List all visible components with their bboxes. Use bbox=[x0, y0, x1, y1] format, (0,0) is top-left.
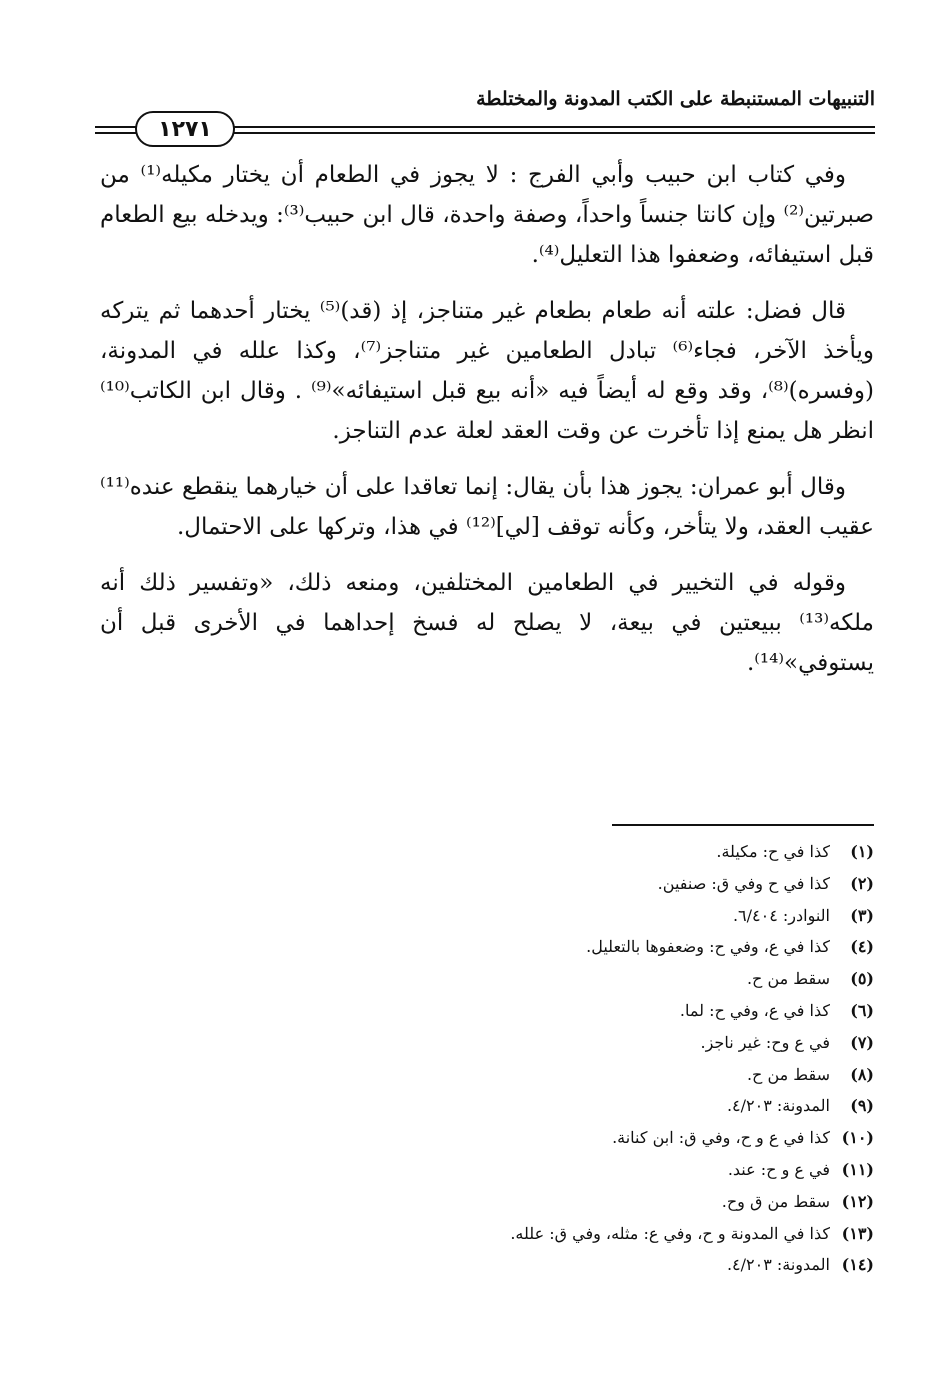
footnote-text: سقط من ح. bbox=[746, 1064, 830, 1084]
footnotes-list bbox=[300, 836, 874, 1281]
footnote-text: كذا في ح وفي ق: صنفين. bbox=[657, 873, 830, 893]
footnote bbox=[300, 963, 874, 995]
footnote-number: (١٢) bbox=[841, 1191, 874, 1211]
footnote-number: (١٠) bbox=[841, 1128, 874, 1148]
footnote bbox=[300, 1218, 874, 1250]
footnote bbox=[300, 1090, 874, 1122]
footnote-text: في ع وح: غير ناجز. bbox=[700, 1032, 830, 1052]
footnote-number: (٣) bbox=[850, 905, 874, 925]
footnote bbox=[300, 931, 874, 963]
footnote-text: المدونة: ٤/٢٠٣. bbox=[726, 1255, 830, 1275]
paragraph-2: قال فضل: علته أنه طعام بطعام غير متناجز، إذ (قد)⁽⁵⁾ يختار أحدهما ثم يتركه ويأخذ الآخر، فجاء⁽⁶⁾ تبادل الطعامين غير متناجز⁽⁷⁾، وكذا علله في المدونة، (وفسره)⁽⁸⁾، وقد وقع له أيضاً فيه «أنه بيع قبل استيفائه»⁽⁹⁾ . وقال ابن الكاتب⁽¹⁰⁾ انظر هل يمنع إذا تأخرت عن وقت العقد لعلة عدم التناجز. bbox=[100, 298, 874, 444]
main-text bbox=[100, 155, 874, 699]
footnote-number: (١١) bbox=[841, 1159, 874, 1179]
footnote bbox=[300, 868, 874, 900]
footnote bbox=[300, 900, 874, 932]
header-title: التنبيهات المستنبطة على الكتب المدونة والمختلطة bbox=[476, 88, 875, 110]
footnote-number: (٢) bbox=[850, 873, 874, 893]
footnote-number: (٧) bbox=[850, 1032, 874, 1052]
running-header bbox=[95, 84, 875, 146]
footnote bbox=[300, 995, 874, 1027]
footnote-separator bbox=[612, 824, 874, 826]
footnote bbox=[300, 1249, 874, 1281]
footnote-number: (١) bbox=[850, 842, 874, 861]
footnote-number: (٩) bbox=[850, 1096, 874, 1116]
footnote-number: (٦) bbox=[850, 1000, 874, 1020]
footnote-text: المدونة: ٤/٢٠٣. bbox=[726, 1096, 830, 1116]
paragraph-4: وقوله في التخيير في الطعامين المختلفين، ومنعه ذلك، «وتفسير ذلك أنه ملكه⁽¹³⁾ ببيعتين في بيعة، لا يصلح له فسخ إحداهما في الأخرى قبل أن يستوفي»⁽¹⁴⁾. bbox=[100, 570, 874, 676]
footnote bbox=[300, 1186, 874, 1218]
footnote-text: كذا في ح: مكيلة. bbox=[716, 842, 830, 861]
paragraph-1: وفي كتاب ابن حبيب وأبي الفرج : لا يجوز في الطعام أن يختار مكيله⁽¹⁾ من صبرتين⁽²⁾ وإن كانتا جنساً واحداً، وصفة واحدة، قال ابن حبيب⁽³⁾: ويدخله بيع الطعام قبل استيفائه، وضعفوا هذا التعليل⁽⁴⁾. bbox=[100, 162, 874, 268]
footnote-number: (٤) bbox=[850, 937, 874, 957]
footnote-text: في ع و ح: عند. bbox=[727, 1159, 830, 1179]
footnote bbox=[300, 1122, 874, 1154]
paragraph-3: وقال أبو عمران: يجوز هذا بأن يقال: إنما تعاقدا على أن خيارهما ينقطع عنده⁽¹¹⁾ عقيب العقد، ولا يتأخر، وكأنه توقف [لي]⁽¹²⁾ في هذا، وتركها على الاحتمال. bbox=[100, 474, 874, 540]
footnote bbox=[300, 1027, 874, 1059]
footnote-number: (١٣) bbox=[841, 1223, 874, 1243]
footnote bbox=[300, 1154, 874, 1186]
footnote-text: سقط من ق وح. bbox=[721, 1191, 830, 1211]
footnote-text: كذا في المدونة و ح، وفي ع: مثله، وفي ق: علله. bbox=[510, 1223, 830, 1243]
footnote-number: (٨) bbox=[850, 1064, 874, 1084]
footnote-text: سقط من ح. bbox=[746, 969, 830, 989]
footnote-text: كذا في ع، وفي ح: لما. bbox=[679, 1000, 830, 1020]
footnote bbox=[300, 1059, 874, 1091]
footnote-number: (١٤) bbox=[841, 1255, 874, 1275]
footnote bbox=[300, 836, 874, 868]
footnote-text: النوادر: ٦/٤٠٤. bbox=[732, 905, 830, 925]
footnote-text: كذا في ع و ح، وفي ق: ابن كنانة. bbox=[612, 1128, 830, 1148]
page-number: ١٢٧١ bbox=[135, 111, 235, 147]
footnote-number: (٥) bbox=[850, 969, 874, 989]
footnote-text: كذا في ع، وفي ح: وضعفوها بالتعليل. bbox=[586, 937, 830, 957]
